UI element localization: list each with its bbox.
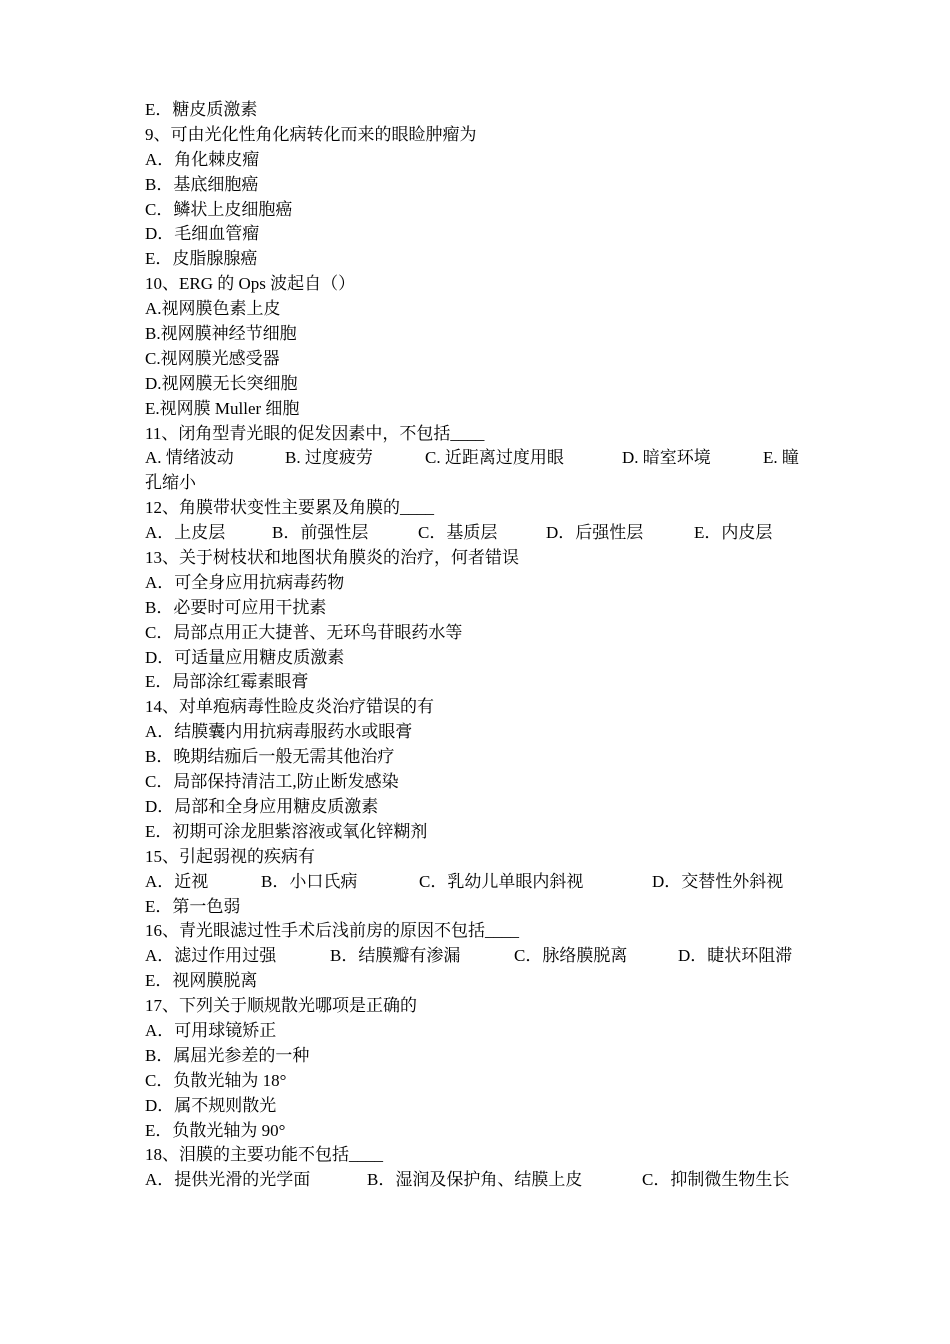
- option-row-q16: [145, 944, 815, 969]
- question-9: 9、可由光化性角化病转化而来的眼睑肿瘤为: [145, 124, 477, 144]
- option-d: D．睫状环阻滞: [678, 946, 793, 966]
- option-line: C.视网膜光感受器: [145, 348, 280, 368]
- option-line: C．局部点用正大捷普、无环鸟苷眼药水等: [145, 622, 463, 642]
- option-line: E．皮脂腺腺癌: [145, 249, 258, 269]
- option-a: A. 情绪波动: [145, 448, 234, 468]
- option-line: A．结膜囊内用抗病毒服药水或眼膏: [145, 722, 413, 742]
- option-line: E．视网膜脱离: [145, 971, 258, 991]
- option-b: B．小口氏病: [261, 871, 358, 891]
- question-10: 10、ERG 的 Ops 波起自（）: [145, 274, 356, 294]
- option-line: E．负散光轴为 90°: [145, 1120, 286, 1140]
- option-row-q11: [145, 446, 815, 471]
- option-line: E．局部涂红霉素眼膏: [145, 672, 309, 692]
- question-12: 12、角膜带状变性主要累及角膜的____: [145, 498, 434, 518]
- option-line: E．第一色弱: [145, 896, 241, 916]
- question-16: 16、青光眼滤过性手术后浅前房的原因不包括____: [145, 921, 519, 941]
- question-17: 17、下列关于顺规散光哪项是正确的: [145, 996, 417, 1016]
- option-line: B．属屈光参差的一种: [145, 1045, 310, 1065]
- option-a: A．上皮层: [145, 523, 226, 543]
- question-14: 14、对单疱病毒性睑皮炎治疗错误的有: [145, 697, 434, 717]
- option-row-q15: [145, 870, 815, 895]
- option-line: D．局部和全身应用糖皮质激素: [145, 796, 379, 816]
- option-line: C．鳞状上皮细胞癌: [145, 199, 293, 219]
- option-line: B．必要时可应用干扰素: [145, 597, 327, 617]
- option-line: A.视网膜色素上皮: [145, 299, 281, 319]
- option-line: B．基底细胞癌: [145, 174, 259, 194]
- option-c: C．脉络膜脱离: [514, 946, 628, 966]
- option-b: B．前强性层: [272, 523, 369, 543]
- option-continuation: 孔缩小: [145, 473, 196, 493]
- option-line: B.视网膜神经节细胞: [145, 324, 297, 344]
- question-13: 13、关于树枝状和地图状角膜炎的治疗，何者错误: [145, 548, 519, 568]
- option-line: E.视网膜 Muller 细胞: [145, 398, 300, 418]
- option-line: A．角化棘皮瘤: [145, 149, 260, 169]
- option-line: C．局部保持清洁工,防止断发感染: [145, 772, 399, 792]
- option-d: D．后强性层: [546, 523, 644, 543]
- option-b: B. 过度疲劳: [285, 448, 373, 468]
- option-line: D．属不规则散光: [145, 1095, 277, 1115]
- option-b: B．湿润及保护角、结膜上皮: [367, 1170, 583, 1190]
- option-c: C. 近距离过度用眼: [425, 448, 564, 468]
- question-15: 15、引起弱视的疾病有: [145, 846, 315, 866]
- option-c: C．基质层: [418, 523, 498, 543]
- option-line: C．负散光轴为 18°: [145, 1070, 287, 1090]
- option-d: D．交替性外斜视: [652, 871, 784, 891]
- option-c: C．抑制微生物生长: [642, 1170, 790, 1190]
- option-a: A．提供光滑的光学面: [145, 1170, 311, 1190]
- option-d: D. 暗室环境: [622, 448, 711, 468]
- option-line: B．晚期结痂后一般无需其他治疗: [145, 747, 395, 767]
- option-line: D．可适量应用糖皮质激素: [145, 647, 345, 667]
- question-11: 11、闭角型青光眼的促发因素中，不包括____: [145, 423, 485, 443]
- question-18: 18、泪膜的主要功能不包括____: [145, 1145, 383, 1165]
- option-line: A．可用球镜矫正: [145, 1020, 277, 1040]
- exam-questions: [145, 98, 815, 1193]
- option-line: E．初期可涂龙胆紫溶液或氧化锌糊剂: [145, 821, 428, 841]
- option-line: D．毛细血管瘤: [145, 224, 260, 244]
- option-row-q18: [145, 1168, 815, 1193]
- option-a: A．近视: [145, 871, 209, 891]
- option-e: E. 瞳: [763, 448, 799, 468]
- option-line: A．可全身应用抗病毒药物: [145, 572, 345, 592]
- option-e: E．内皮层: [694, 523, 773, 543]
- option-line: E．糖皮质激素: [145, 100, 258, 119]
- option-line: D.视网膜无长突细胞: [145, 373, 298, 393]
- option-c: C．乳幼儿单眼内斜视: [419, 871, 584, 891]
- option-row-q12: [145, 521, 815, 546]
- option-a: A．滤过作用过强: [145, 946, 277, 966]
- option-b: B．结膜瓣有渗漏: [330, 946, 461, 966]
